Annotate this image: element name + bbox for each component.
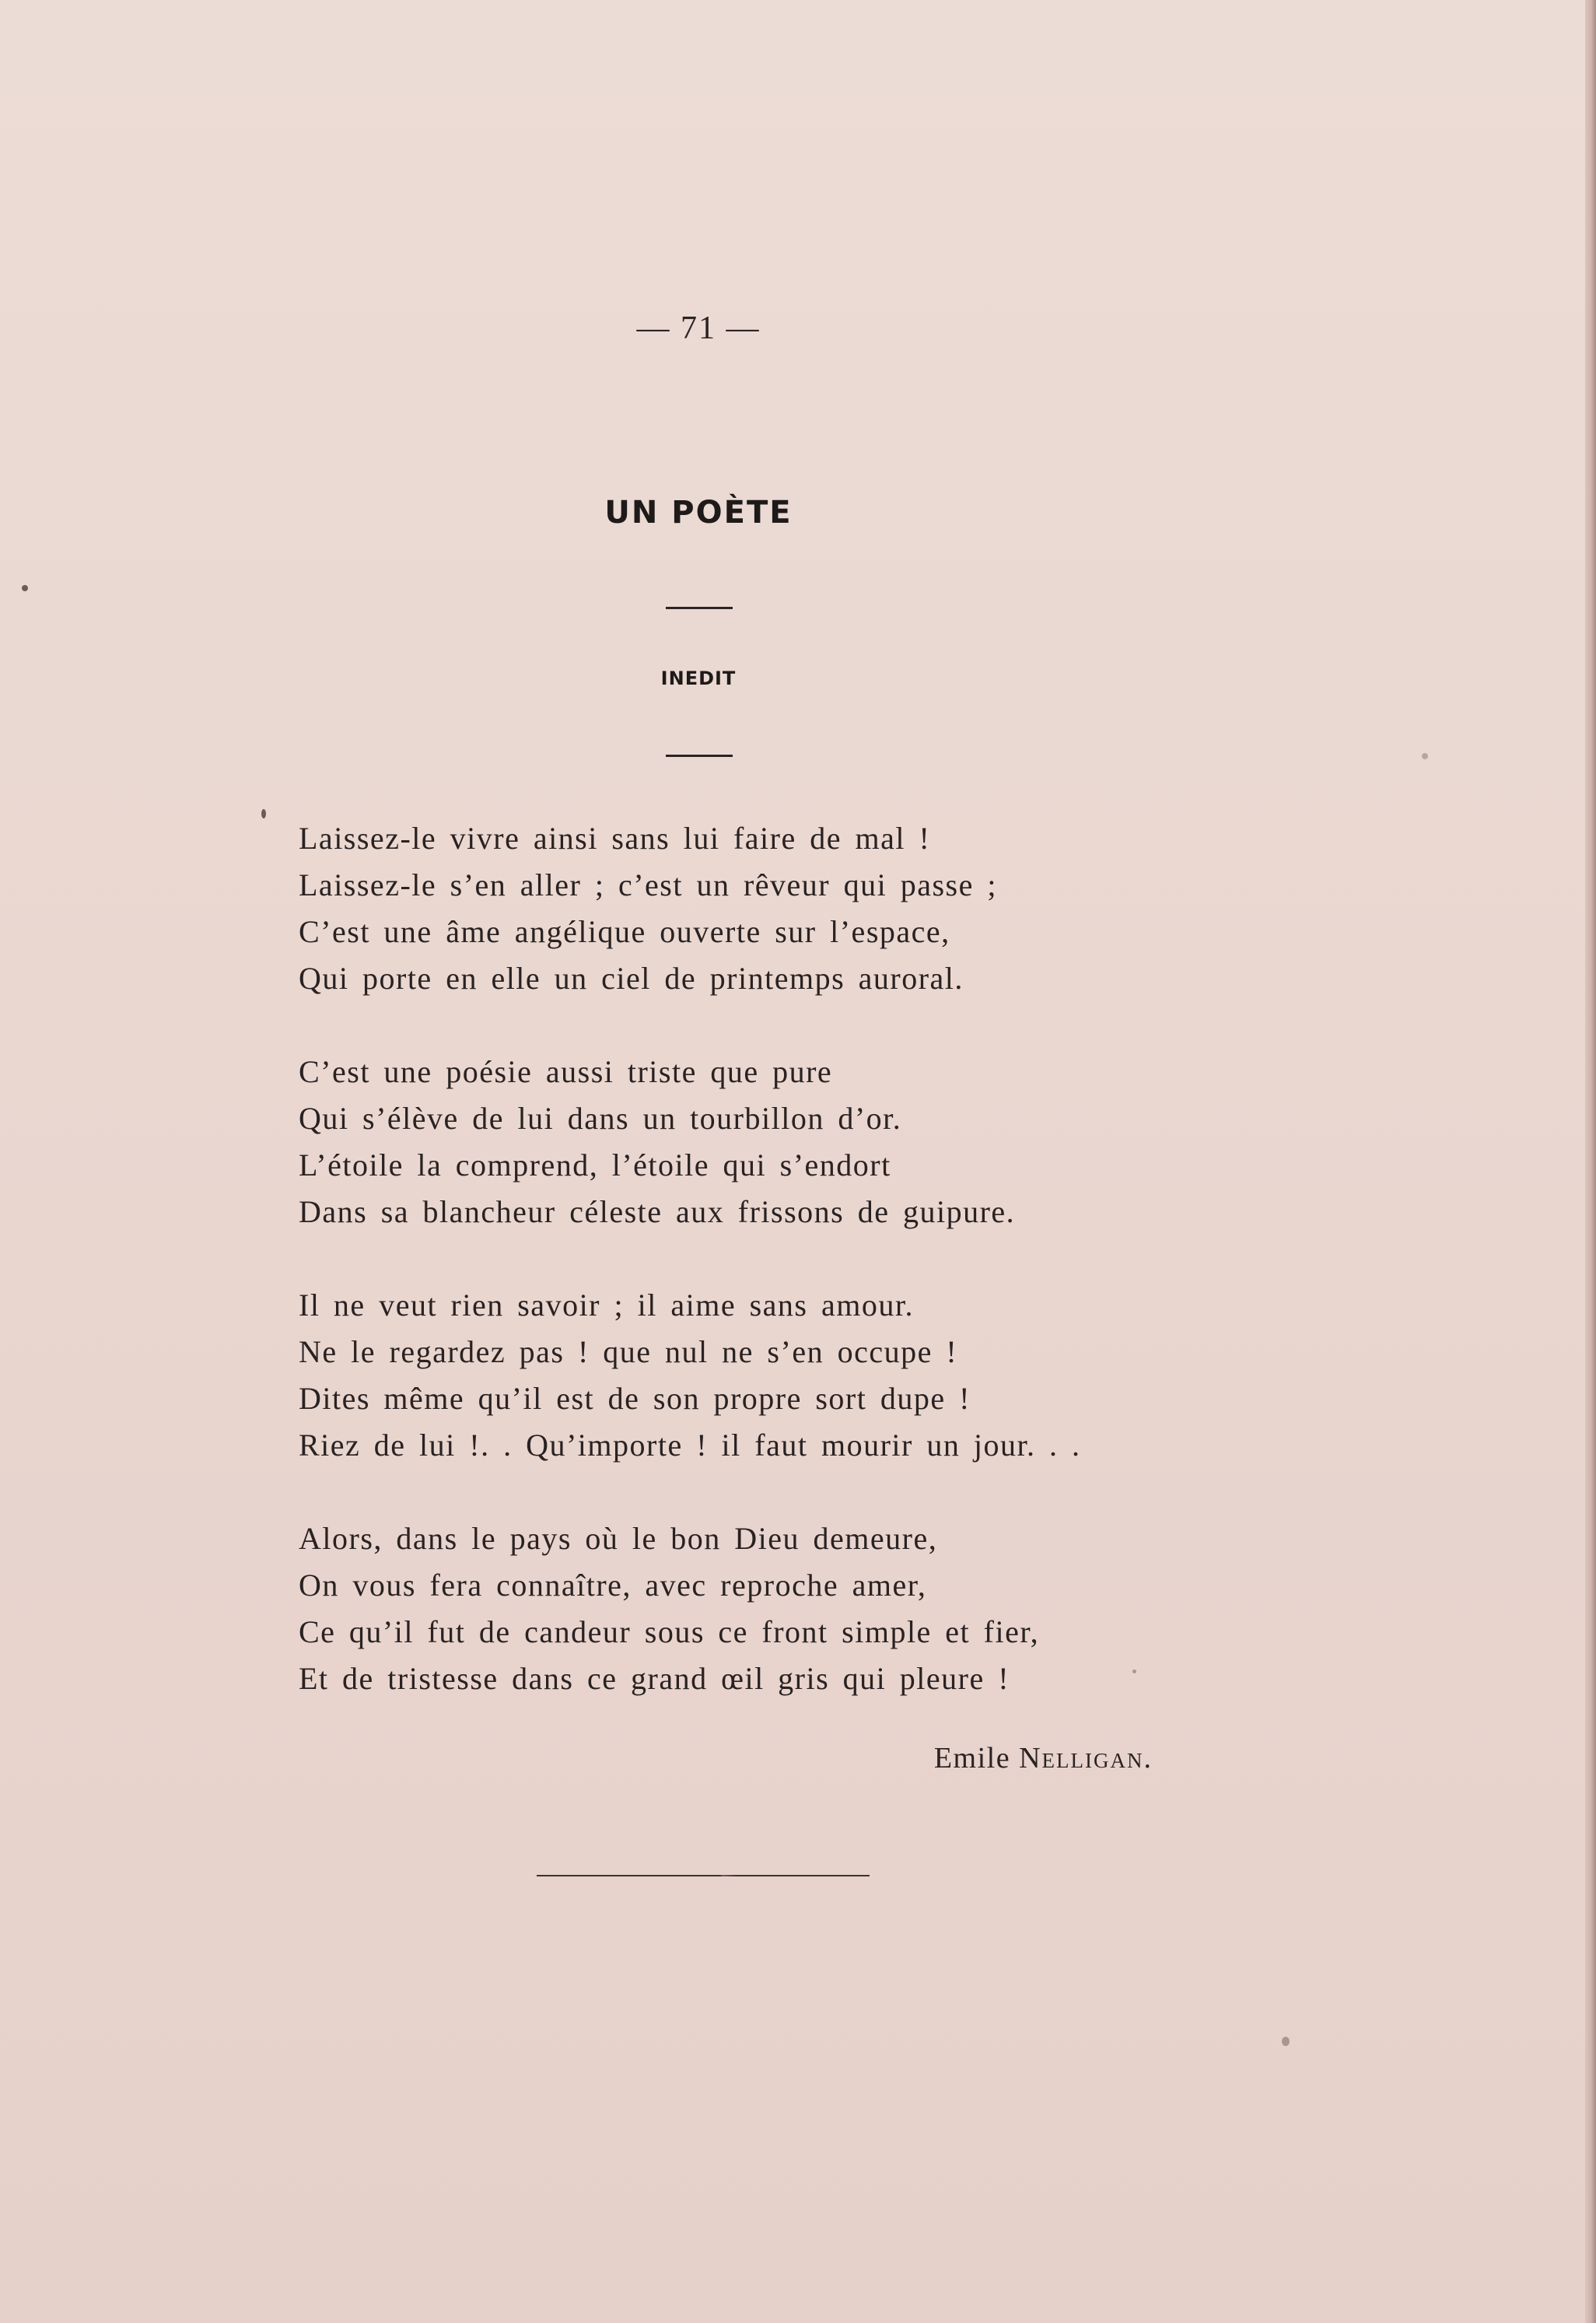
poem-line: Riez de lui !. . Qu’importe ! il faut mourir un jour. . . — [299, 1428, 1081, 1463]
poem-line: Dites même qu’il est de son propre sort dupe ! — [299, 1381, 971, 1416]
paper-speck — [22, 585, 28, 591]
author-last-name: Nelligan. — [1019, 1742, 1153, 1775]
poem-line: Et de tristesse dans ce grand œil gris qui pleure ! — [299, 1661, 1010, 1696]
poem-title: UN POÈTE — [604, 495, 793, 531]
page-number: — 71 — — [636, 310, 761, 346]
stanza-2 — [299, 1049, 1081, 1235]
poem-line: Alors, dans le pays où le bon Dieu demeure, — [299, 1521, 938, 1556]
end-rule — [537, 1875, 870, 1876]
page-edge-shadow — [1585, 0, 1596, 2323]
paper-speck — [1282, 2037, 1290, 2046]
poem-line: Dans sa blancheur céleste aux frissons de guipure. — [299, 1194, 1016, 1229]
paper-speck — [1132, 1670, 1136, 1673]
poem-line: Qui s’élève de lui dans un tourbillon d’or. — [299, 1101, 902, 1136]
author-signature — [887, 1741, 1153, 1775]
poem-line: Ce qu’il fut de candeur sous ce front simple et fier, — [299, 1614, 1040, 1649]
poem-line: Ne le regardez pas ! que nul ne s’en occupe ! — [299, 1334, 958, 1369]
poem-subtitle: INEDIT — [660, 667, 737, 689]
title-rule-top — [666, 607, 733, 609]
poem-line: Laissez-le s’en aller ; c’est un rêveur qui passe ; — [299, 867, 997, 902]
author-first-name: Emile — [933, 1742, 1011, 1775]
poem-line: C’est une poésie aussi triste que pure — [299, 1054, 833, 1089]
stanza-4 — [299, 1515, 1081, 1702]
title-rule-bottom — [666, 755, 733, 757]
poem-line: Qui porte en elle un ciel de printemps auroral. — [299, 961, 964, 996]
paper-speck — [1422, 753, 1428, 759]
poem-body — [299, 815, 1081, 1749]
poem-line: Il ne veut rien savoir ; il aime sans amour. — [299, 1288, 914, 1323]
poem-line: Laissez-le vivre ainsi sans lui faire de mal ! — [299, 821, 931, 856]
paper-speck — [261, 809, 266, 818]
poem-line: On vous fera connaître, avec reproche amer, — [299, 1568, 927, 1603]
poem-line: L’étoile la comprend, l’étoile qui s’endort — [299, 1147, 891, 1183]
stanza-1 — [299, 815, 1081, 1002]
stanza-3 — [299, 1282, 1081, 1469]
poem-line: C’est une âme angélique ouverte sur l’espace, — [299, 914, 950, 949]
